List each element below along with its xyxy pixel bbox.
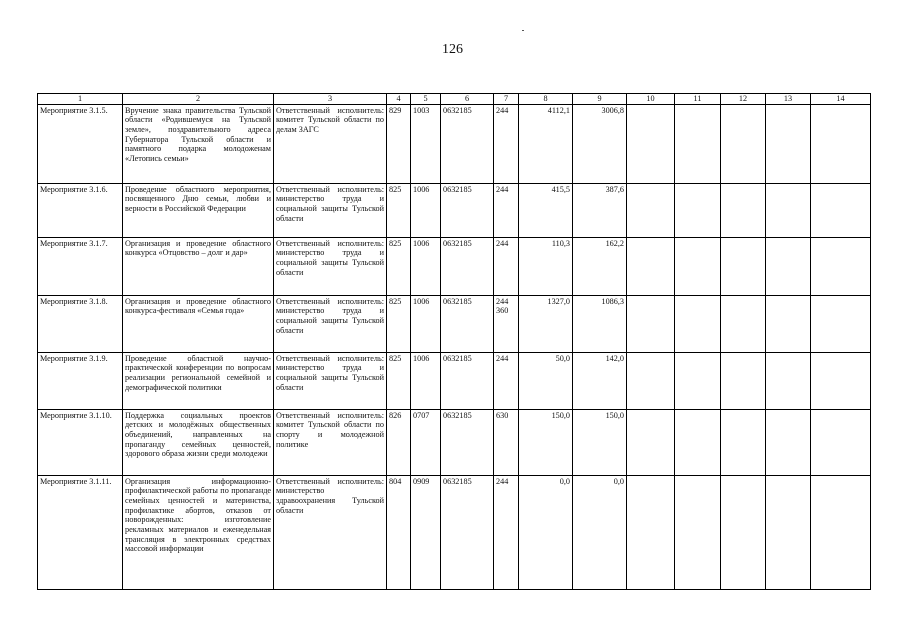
cell-col5: 0909 — [411, 475, 441, 589]
program-measures-table — [37, 93, 871, 590]
cell-col10 — [627, 104, 675, 183]
column-header: 2 — [123, 94, 274, 105]
cell-col14 — [811, 104, 871, 183]
cell-col8: 415,5 — [519, 183, 573, 237]
cell-col9: 3006,8 — [573, 104, 627, 183]
cell-col9: 0,0 — [573, 475, 627, 589]
measure-executor: Ответственный исполнитель: комитет Тульской области по делам ЗАГС — [274, 104, 387, 183]
cell-col13 — [766, 409, 811, 475]
table-row — [38, 183, 871, 237]
cell-col6: 0632185 — [441, 352, 494, 409]
measure-id: Мероприятие 3.1.11. — [38, 475, 123, 589]
measure-executor: Ответственный исполнитель: комитет Тульской области по спорту и молодежной политике — [274, 409, 387, 475]
cell-col7: 244 360 — [494, 295, 519, 352]
cell-col12 — [721, 237, 766, 295]
column-header: 12 — [721, 94, 766, 105]
cell-col11 — [675, 183, 721, 237]
column-header: 6 — [441, 94, 494, 105]
cell-col13 — [766, 352, 811, 409]
cell-col13 — [766, 237, 811, 295]
cell-col11 — [675, 295, 721, 352]
cell-col8: 50,0 — [519, 352, 573, 409]
cell-col8: 0,0 — [519, 475, 573, 589]
column-number-row — [38, 94, 871, 105]
cell-col4: 825 — [387, 183, 411, 237]
scan-speck — [522, 30, 524, 31]
table-row — [38, 237, 871, 295]
measure-id: Мероприятие 3.1.7. — [38, 237, 123, 295]
cell-col14 — [811, 352, 871, 409]
cell-col14 — [811, 183, 871, 237]
cell-col13 — [766, 183, 811, 237]
cell-col7: 630 — [494, 409, 519, 475]
column-header: 11 — [675, 94, 721, 105]
cell-col4: 826 — [387, 409, 411, 475]
cell-col5: 1006 — [411, 352, 441, 409]
measure-executor: Ответственный исполнитель: министерство здравоохранения Тульской области — [274, 475, 387, 589]
cell-col4: 825 — [387, 352, 411, 409]
cell-col14 — [811, 295, 871, 352]
table-row — [38, 352, 871, 409]
cell-col11 — [675, 104, 721, 183]
cell-col11 — [675, 409, 721, 475]
cell-col7: 244 — [494, 475, 519, 589]
column-header: 7 — [494, 94, 519, 105]
cell-col7: 244 — [494, 352, 519, 409]
cell-col10 — [627, 475, 675, 589]
column-header: 4 — [387, 94, 411, 105]
measure-name: Проведение областной научно-практической конференции по вопросам реализации региональной семейной и демографической политики — [123, 352, 274, 409]
cell-col11 — [675, 237, 721, 295]
cell-col12 — [721, 295, 766, 352]
cell-col5: 1006 — [411, 295, 441, 352]
column-header: 9 — [573, 94, 627, 105]
measure-name: Организация информационно-профилактической работы по пропаганде семейных ценностей и материнства, профилактике абортов, отказов от новорожденных: изготовление рекламных материалов и еженедельная трансляция в электронных средствах массовой информации — [123, 475, 274, 589]
cell-col12 — [721, 475, 766, 589]
measure-id: Мероприятие 3.1.10. — [38, 409, 123, 475]
cell-col9: 162,2 — [573, 237, 627, 295]
cell-col10 — [627, 295, 675, 352]
measure-name: Организация и проведение областного конкурса «Отцовство – долг и дар» — [123, 237, 274, 295]
cell-col6: 0632185 — [441, 295, 494, 352]
cell-col6: 0632185 — [441, 409, 494, 475]
cell-col6: 0632185 — [441, 475, 494, 589]
page-number: 126 — [442, 42, 463, 57]
cell-col4: 825 — [387, 237, 411, 295]
cell-col4: 825 — [387, 295, 411, 352]
cell-col13 — [766, 475, 811, 589]
cell-col12 — [721, 183, 766, 237]
cell-col9: 150,0 — [573, 409, 627, 475]
cell-col10 — [627, 409, 675, 475]
cell-col8: 4112,1 — [519, 104, 573, 183]
cell-col8: 1327,0 — [519, 295, 573, 352]
column-header: 13 — [766, 94, 811, 105]
cell-col7: 244 — [494, 237, 519, 295]
measure-executor: Ответственный исполнитель: министерство труда и социальной защиты Тульской области — [274, 183, 387, 237]
measure-name: Проведение областного мероприятия, посвященного Дню семьи, любви и верности в Российской Федерации — [123, 183, 274, 237]
measure-id: Мероприятие 3.1.9. — [38, 352, 123, 409]
cell-col14 — [811, 237, 871, 295]
measure-name: Организация и проведение областного конкурса-фестиваля «Семья года» — [123, 295, 274, 352]
cell-col5: 1006 — [411, 237, 441, 295]
table-row — [38, 475, 871, 589]
cell-col6: 0632185 — [441, 237, 494, 295]
cell-col8: 150,0 — [519, 409, 573, 475]
cell-col4: 804 — [387, 475, 411, 589]
cell-col10 — [627, 237, 675, 295]
cell-col11 — [675, 475, 721, 589]
column-header: 8 — [519, 94, 573, 105]
column-header: 14 — [811, 94, 871, 105]
cell-col10 — [627, 352, 675, 409]
cell-col13 — [766, 295, 811, 352]
cell-col5: 1003 — [411, 104, 441, 183]
cell-col14 — [811, 409, 871, 475]
column-header: 3 — [274, 94, 387, 105]
cell-col5: 1006 — [411, 183, 441, 237]
cell-col12 — [721, 352, 766, 409]
table-row — [38, 409, 871, 475]
cell-col5: 0707 — [411, 409, 441, 475]
cell-col9: 1086,3 — [573, 295, 627, 352]
cell-col12 — [721, 409, 766, 475]
cell-col8: 110,3 — [519, 237, 573, 295]
measure-name: Вручение знака правительства Тульской области «Родившемуся на Тульской земле», поздравительного адреса Губернатора Тульской области и памятного подарка молодоженам «Летопись семьи» — [123, 104, 274, 183]
table-row — [38, 295, 871, 352]
cell-col13 — [766, 104, 811, 183]
cell-col7: 244 — [494, 104, 519, 183]
cell-col9: 387,6 — [573, 183, 627, 237]
cell-col11 — [675, 352, 721, 409]
measure-id: Мероприятие 3.1.8. — [38, 295, 123, 352]
cell-col14 — [811, 475, 871, 589]
column-header: 5 — [411, 94, 441, 105]
cell-col9: 142,0 — [573, 352, 627, 409]
cell-col6: 0632185 — [441, 183, 494, 237]
measure-id: Мероприятие 3.1.6. — [38, 183, 123, 237]
cell-col10 — [627, 183, 675, 237]
cell-col6: 0632185 — [441, 104, 494, 183]
measure-name: Поддержка социальных проектов детских и молодёжных общественных объединений, направленных на пропаганду семейных ценностей, здорового образа жизни среди молодежи — [123, 409, 274, 475]
cell-col7: 244 — [494, 183, 519, 237]
cell-col12 — [721, 104, 766, 183]
measure-executor: Ответственный исполнитель: министерство труда и социальной защиты Тульской области — [274, 352, 387, 409]
column-header: 1 — [38, 94, 123, 105]
measure-executor: Ответственный исполнитель: министерство труда и социальной защиты Тульской области — [274, 295, 387, 352]
cell-col4: 829 — [387, 104, 411, 183]
measure-executor: Ответственный исполнитель: министерство труда и социальной защиты Тульской области — [274, 237, 387, 295]
measure-id: Мероприятие 3.1.5. — [38, 104, 123, 183]
table-row — [38, 104, 871, 183]
column-header: 10 — [627, 94, 675, 105]
